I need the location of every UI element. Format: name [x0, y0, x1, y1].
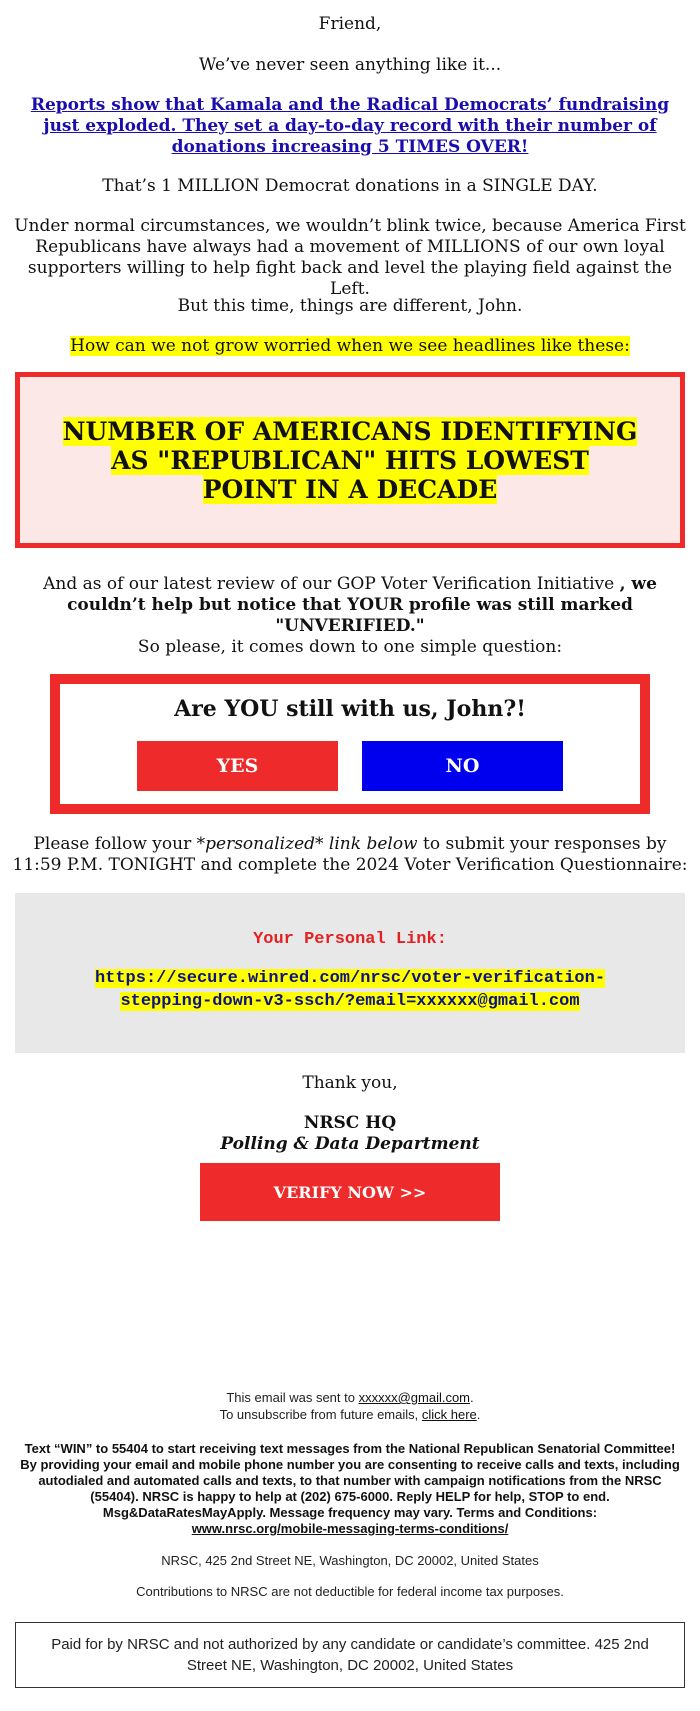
review-bold: , we couldn’t help but notice that YOUR profile was still marked "UNVERIFIED." [67, 574, 657, 636]
normal-paragraph: Under normal circumstances, we wouldn’t blink twice, because America First Republicans have always had a movement of MILLIONS of our own loyal supporters willing to help fight back and level the playing field against the Left. [14, 216, 686, 299]
question-heading: Are YOU still with us, John?! [174, 696, 526, 722]
question-box [50, 674, 650, 814]
yes-button[interactable]: YES [137, 741, 338, 791]
thanks-line: Thank you, [302, 1073, 398, 1093]
different-line: But this time, things are different, John. [177, 296, 523, 316]
personal-link-box [15, 893, 685, 1053]
unsubscribe-link[interactable]: click here [421, 1407, 477, 1422]
review-prefix: And as of our latest review of our GOP Voter Verification Initiative [43, 574, 620, 594]
terms-link[interactable]: www.nrsc.org/mobile-messaging-terms-conditions/ [191, 1521, 509, 1536]
paid-for-box [15, 1622, 685, 1688]
unsubscribe-prefix: To unsubscribe from future emails, [219, 1407, 422, 1422]
follow-italic: *personalized* link below [196, 834, 418, 854]
worried-line: How can we not grow worried when we see headlines like these: [70, 336, 630, 356]
unsubscribe-line [0, 1407, 700, 1423]
follow-part2: to submit your responses by 11:59 P.M. TONIGHT and complete the 2024 Voter Verification Questionnaire: [12, 834, 688, 875]
signature-org: NRSC HQ [303, 1113, 397, 1133]
donations-line: That’s 1 MILLION Democrat donations in a SINGLE DAY. [102, 176, 598, 196]
paid-for-text: Paid for by NRSC and not authorized by any candidate or candidate’s committee. 425 2nd Street NE, Washington, DC 20002, United States [51, 1636, 649, 1674]
personal-link-url[interactable]: https://secure.winred.com/nrsc/voter-verification-stepping-down-v3-ssch/?email=xxxxxx@gmail.com [94, 969, 606, 1011]
personal-link-label: Your Personal Link: [253, 930, 447, 949]
sent-to-line [0, 1390, 700, 1406]
legal-body: Text “WIN” to 55404 to start receiving text messages from the National Republican Senatorial Committee! By providing your email and mobile phone number you are consenting to receive calls and texts, including autodialed and automated calls and texts, to that number with campaign notifications from the NRSC (55404). NRSC is happy to help at (202) 675-6000. Reply HELP for help, STOP to end. Msg&DataRatesMayApply. Message frequency may vary. Terms and Conditions: [20, 1441, 680, 1520]
no-button[interactable]: NO [362, 741, 563, 791]
headline: NUMBER OF AMERICANS IDENTIFYING AS "REPUBLICAN" HITS LOWEST POINT IN A DECADE [62, 416, 638, 504]
question-intro: So please, it comes down to one simple question: [137, 637, 563, 657]
address-line: NRSC, 425 2nd Street NE, Washington, DC 20002, United States [161, 1553, 539, 1568]
follow-paragraph [12, 834, 688, 876]
review-paragraph [30, 574, 670, 637]
follow-part1: Please follow your [33, 834, 197, 854]
sent-to-suffix: . [470, 1390, 474, 1405]
headline-box [15, 372, 685, 548]
sent-to-email-link[interactable]: xxxxxx@gmail.com [358, 1390, 471, 1405]
legal-text [18, 1441, 682, 1537]
intro-line: We’ve never seen anything like it... [198, 55, 502, 75]
report-link[interactable]: Reports show that Kamala and the Radical Democrats’ fundraising just exploded. They set a day-to-day record with their number of donations increasing 5 TIMES OVER! [30, 95, 670, 157]
unsubscribe-suffix: . [476, 1407, 481, 1422]
signature-dept: Polling & Data Department [220, 1134, 480, 1154]
greeting: Friend, [318, 14, 382, 34]
contributions-line: Contributions to NRSC are not deductible for federal income tax purposes. [136, 1584, 564, 1599]
verify-now-button[interactable]: VERIFY NOW >> [200, 1163, 500, 1221]
sent-to-prefix: This email was sent to [226, 1390, 359, 1405]
